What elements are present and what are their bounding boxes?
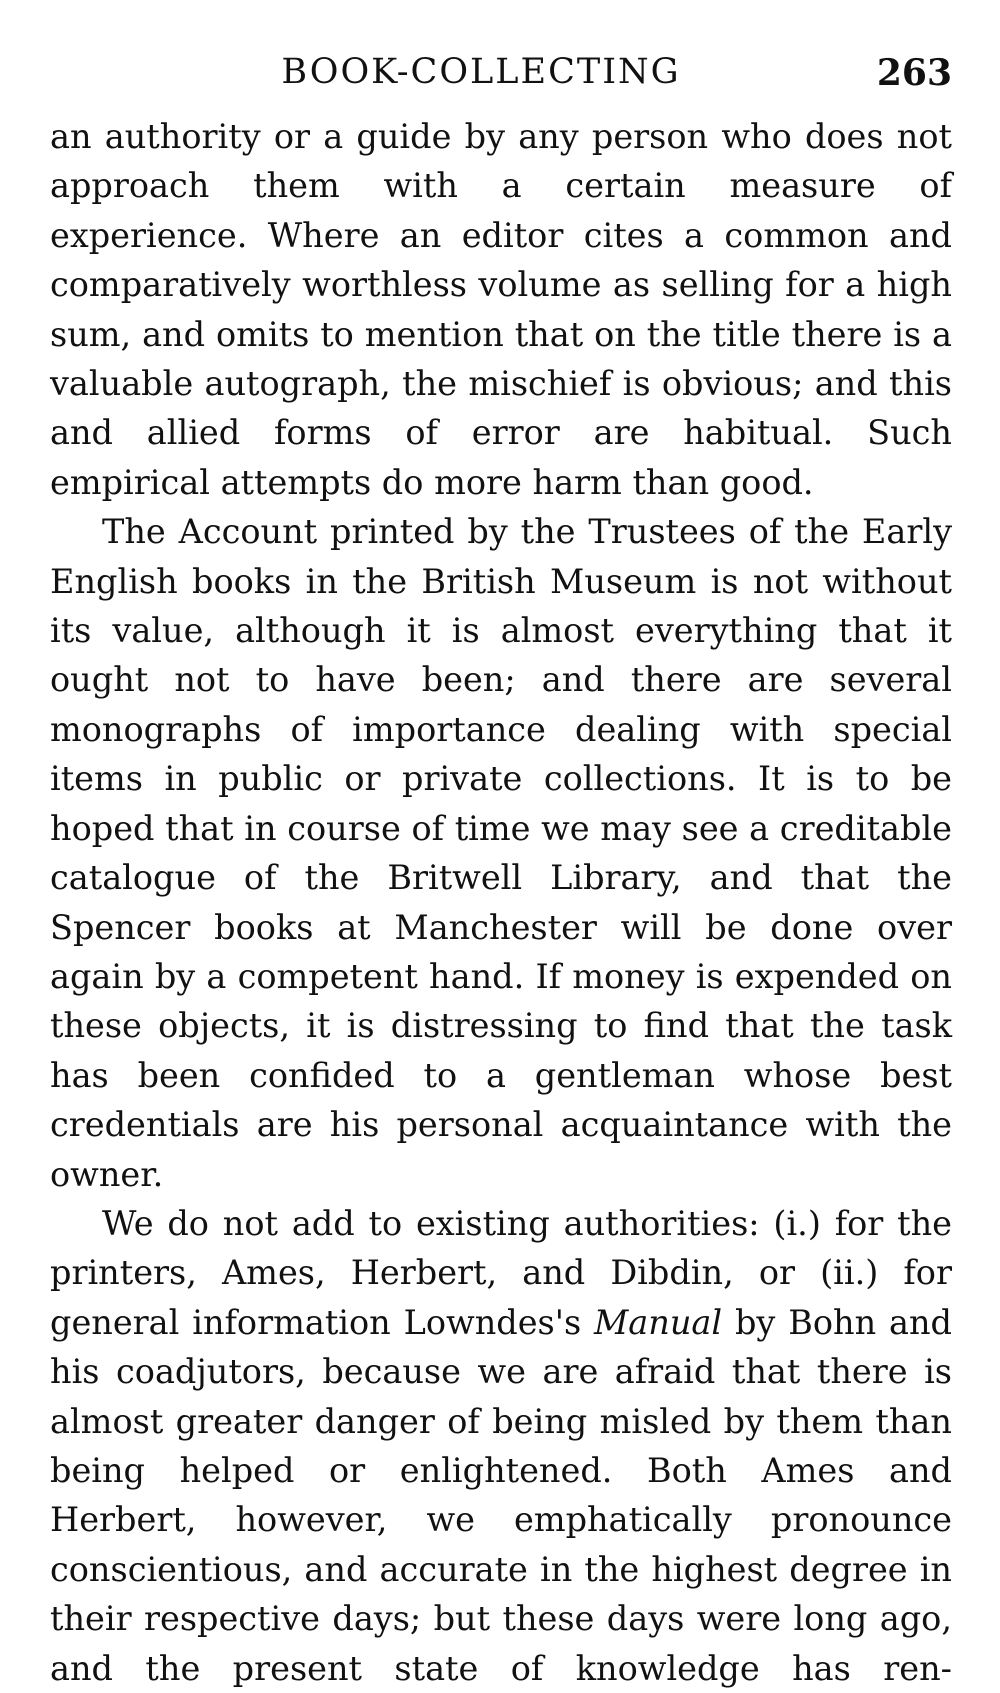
paragraph-2: The Account printed by the Trustees of the Early English books in the British Museum is not without its value, although it is almost everything that it ought not to have been; and there are several monographs of importance dealing with special items in public or private collections. It is to be hoped that in course of time we may see a creditable catalogue of the Britwell Library, and that the Spencer books at Manchester will be done over again by a competent hand. If money is expended on these objects, it is distressing to find that the task has been confided to a gentleman whose best credentials are his personal acquaintance with the owner. — [50, 512, 952, 1194]
page-header — [50, 52, 952, 100]
italic-title-manual: Manual — [594, 1302, 723, 1342]
paragraph-1: an authority or a guide by any person who does not approach them with a certain measure of experience. Where an editor cites a common and comparatively worthless volume as selling for a high sum, and omits to mention that on the title there is a valuable autograph, the mischief is obvious; and this and allied forms of error are habitual. Such empirical attempts do more harm than good. — [50, 117, 952, 502]
paragraph-3 — [50, 1199, 952, 1693]
body-text — [50, 112, 952, 1693]
paragraph-3-start: We do not add to existing authorities: (i.) for the printers, Ames, Herbert, and Dibdin, or (ii.) for general information Lowndes's — [50, 1203, 952, 1342]
running-head: BOOK-COLLECTING — [281, 52, 681, 92]
paragraph-3-end: by Bohn and his coadjutors, because we are afraid that there is almost greater danger of being misled by them than being helped or enlightened. Both Ames and Herbert, however, we emphatically pronounce conscientious, and accurate in the highest degree in their respective days; but these days were long ago, and the present state of knowledge has ren- — [50, 1302, 952, 1688]
page-number: 263 — [876, 52, 952, 94]
